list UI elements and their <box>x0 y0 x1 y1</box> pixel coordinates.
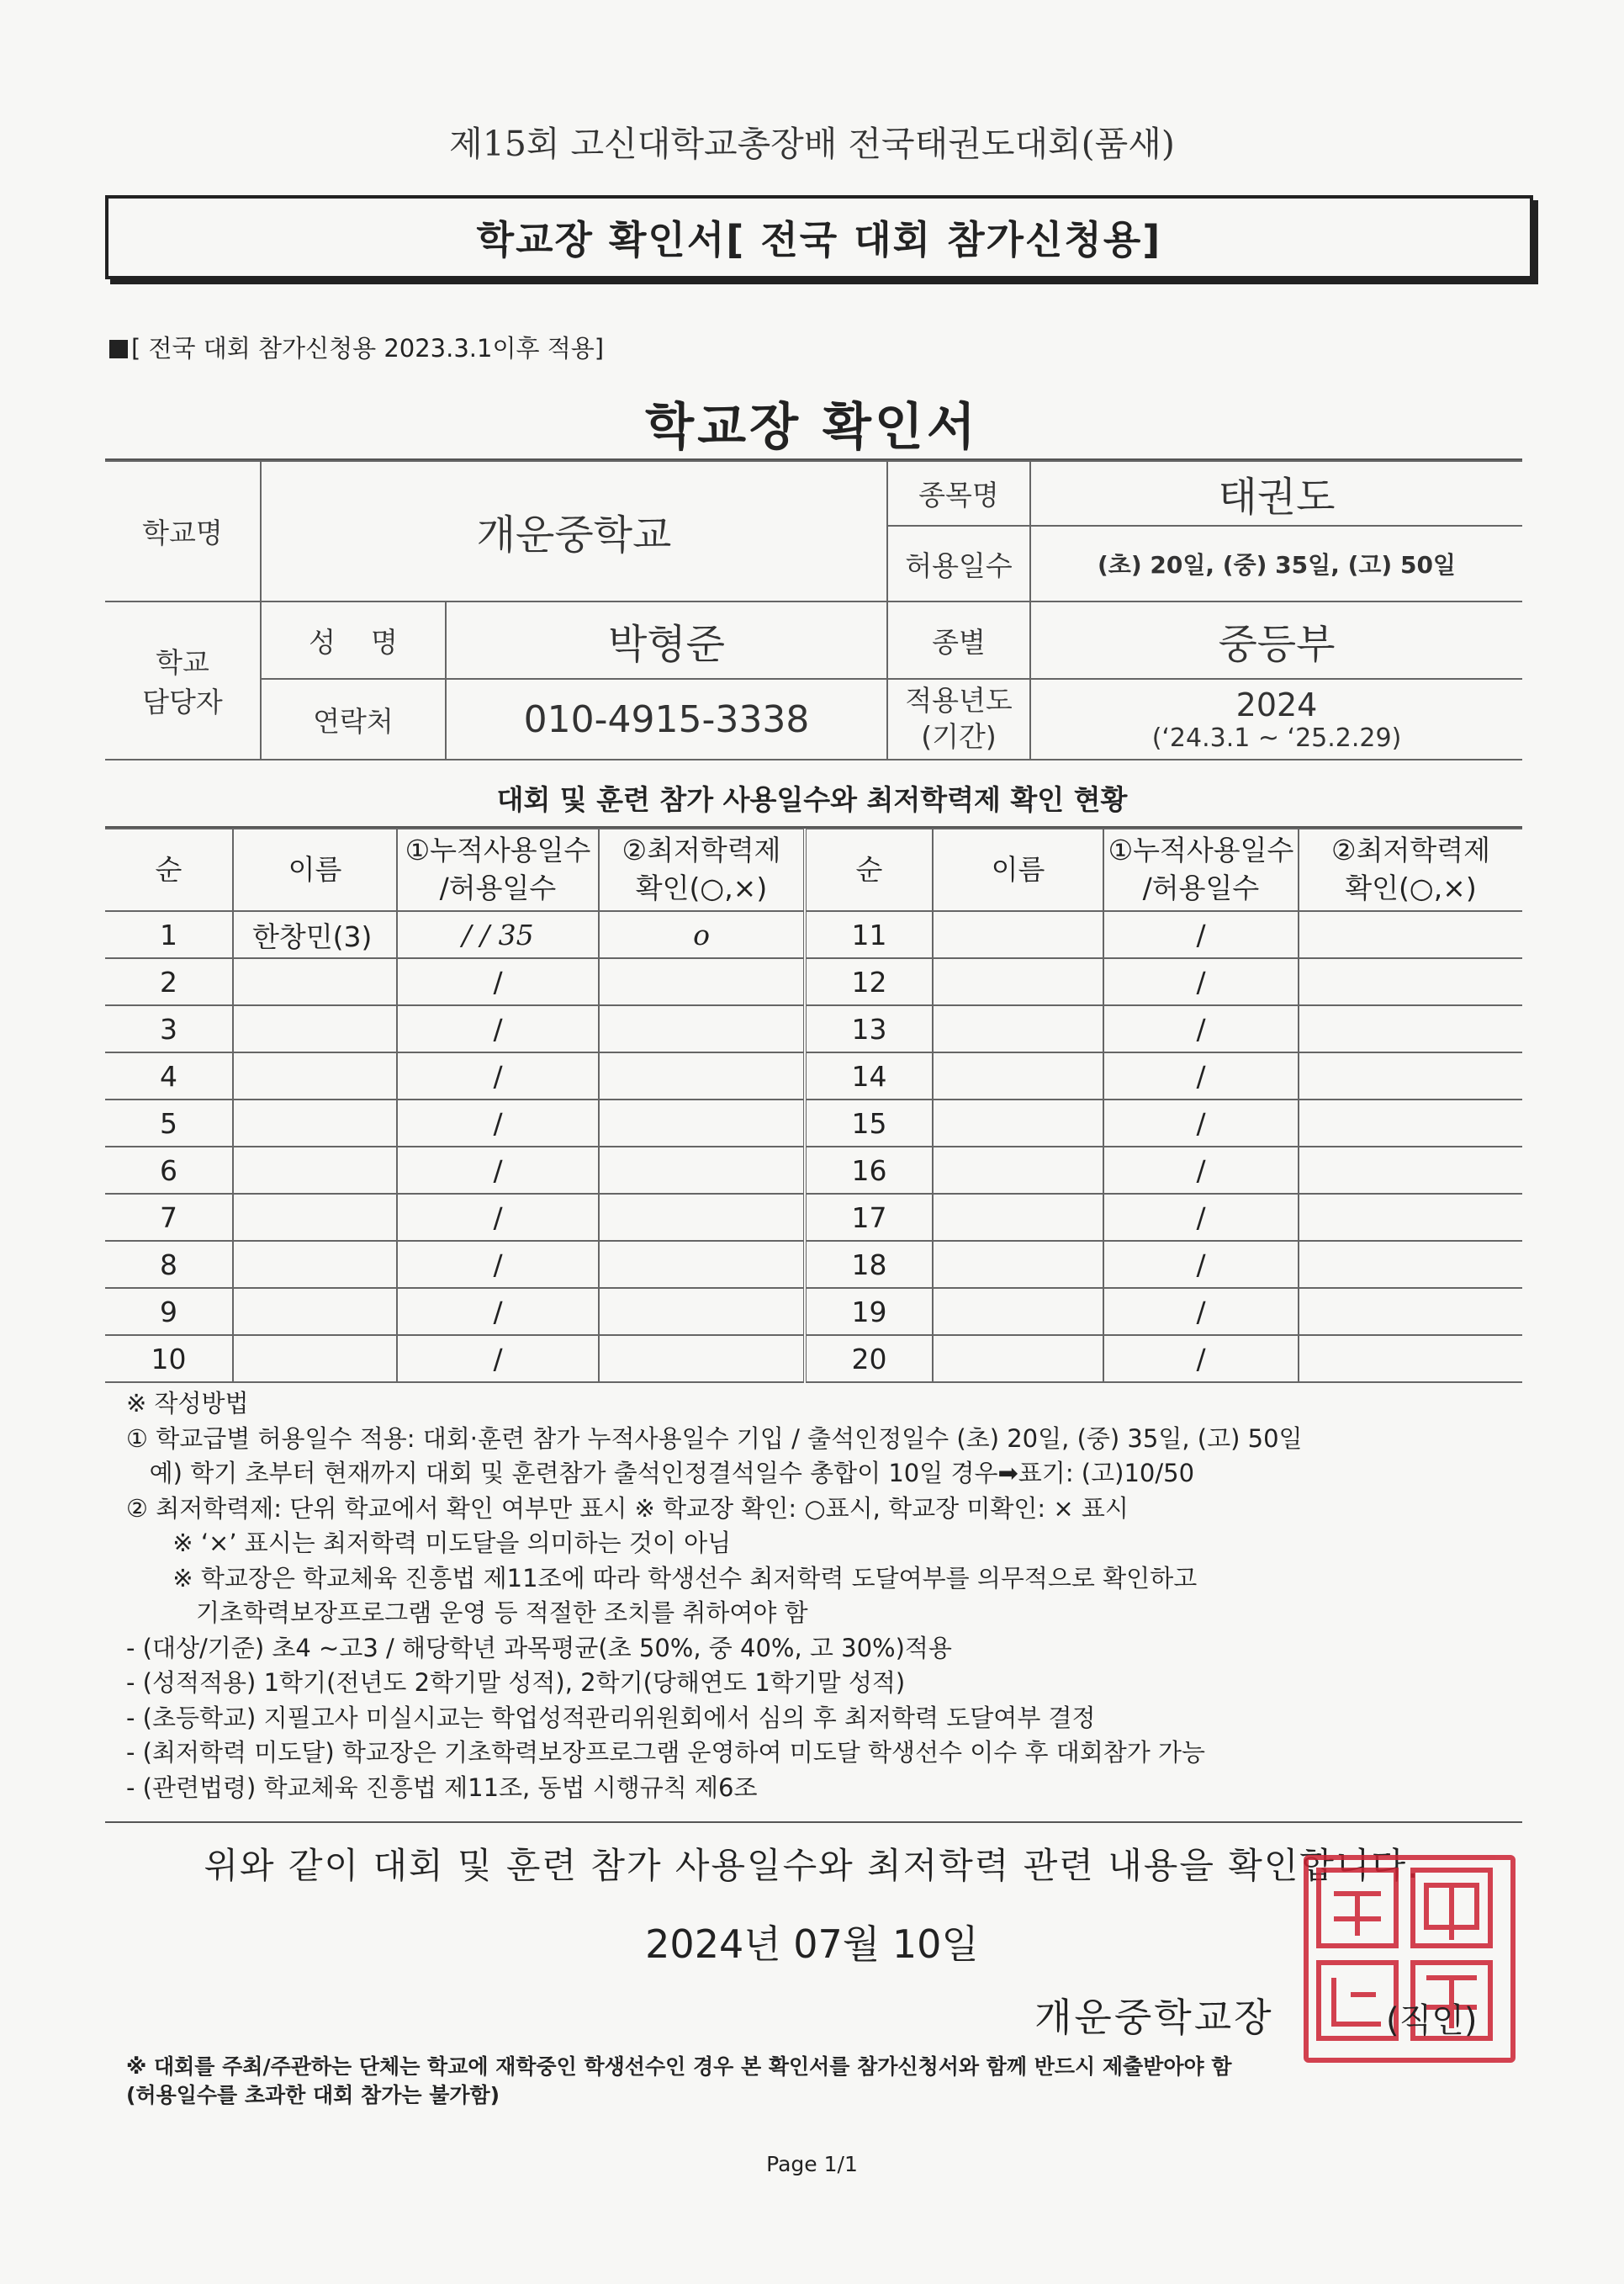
academic-cell <box>599 1335 805 1382</box>
days-cell: / <box>1103 1100 1299 1147</box>
participation-heading: 대회 및 훈련 참가 사용일수와 최저학력제 확인 현황 <box>496 783 1128 816</box>
seq-cell: 17 <box>805 1194 933 1241</box>
table-row <box>105 1052 1522 1100</box>
days-label: 허용일수 <box>887 526 1030 601</box>
name-cell <box>933 1100 1103 1147</box>
seq-cell: 9 <box>105 1288 233 1335</box>
days-cell: / <box>1103 958 1299 1005</box>
days-cell: / <box>397 1005 599 1052</box>
table-row <box>105 1005 1522 1052</box>
academic-cell <box>1299 1241 1522 1288</box>
name-cell: 한창민(3) <box>233 911 397 958</box>
table-row <box>105 1288 1522 1335</box>
note-line: ※ 작성방법 <box>126 1389 249 1418</box>
confirmation-text: 위와 같이 대회 및 훈련 참가 사용일수와 최저학력 관련 내용을 확인합니다. <box>204 1845 1420 1886</box>
days-cell: / <box>1103 1288 1299 1335</box>
name-cell <box>233 1288 397 1335</box>
academic-cell <box>599 1100 805 1147</box>
seq-cell: 6 <box>105 1147 233 1194</box>
manager-label: 학교 담당자 <box>105 601 261 760</box>
footnote: ※ 대회를 주최/주관하는 단체는 학교에 재학중인 학생선수인 경우 본 확인서를 참가신청서와 함께 반드시 제출받아야 함 (허용일수를 초과한 대회 참가는 불가함) <box>126 2054 1232 2107</box>
main-title: 학교장 확인서 <box>645 398 979 457</box>
academic-cell <box>1299 1335 1522 1382</box>
seq-cell: 20 <box>805 1335 933 1382</box>
name-cell <box>933 1194 1103 1241</box>
academic-cell <box>599 1194 805 1241</box>
note-line: - (대상/기준) 초4 ~고3 / 해당학년 과목평균(초 50%, 중 40%, 고 30%)적용 <box>126 1633 952 1662</box>
name-cell <box>233 1335 397 1382</box>
page-number: Page 1/1 <box>766 2152 858 2176</box>
sport-value: 태권도 <box>1030 461 1522 526</box>
name-cell <box>233 1005 397 1052</box>
days-cell: / <box>397 1052 599 1100</box>
note-line: ※ ‘×’ 표시는 최저학력 미도달을 의미하는 것이 아님 <box>126 1529 732 1557</box>
seq-cell: 2 <box>105 958 233 1005</box>
name-cell <box>933 1005 1103 1052</box>
name-cell <box>933 1147 1103 1194</box>
academic-cell <box>599 1147 805 1194</box>
note-line: - (성적적용) 1학기(전년도 2학기말 성적), 2학기(당해연도 1학기말 성적) <box>126 1668 906 1697</box>
note-line: ※ 학교장은 학교체육 진흥법 제11조에 따라 학생선수 최저학력 도달여부를 의무적으로 확인하고 <box>126 1563 1198 1592</box>
year-value: 2024 <box>1235 686 1318 723</box>
note-line: 기초학력보장프로그램 운영 등 적절한 조치를 취하여야 함 <box>126 1598 808 1627</box>
days-cell: / <box>397 1288 599 1335</box>
header-academic: ②최저학력제 확인(○,×) <box>599 829 805 911</box>
days-cell: / <box>1103 1005 1299 1052</box>
table-header-row <box>105 829 1522 911</box>
name-cell <box>933 1052 1103 1100</box>
seq-cell: 4 <box>105 1052 233 1100</box>
name-cell <box>933 1241 1103 1288</box>
header-name: 이름 <box>233 829 397 911</box>
days-cell: / <box>1103 1335 1299 1382</box>
note-line: ② 최저학력제: 단위 학교에서 확인 여부만 표시 ※ 학교장 확인: ○표시, 학교장 미확인: × 표시 <box>126 1493 1129 1523</box>
year-cell <box>1030 679 1522 760</box>
days-cell: / <box>397 1335 599 1382</box>
academic-cell <box>1299 1194 1522 1241</box>
seq-cell: 11 <box>805 911 933 958</box>
boxed-title: 학교장 확인서[ 전국 대회 참가신청용] <box>105 195 1533 279</box>
contact-value: 010-4915-3338 <box>446 679 887 760</box>
note-line: 예) 학기 초부터 현재까지 대회 및 훈련참가 출석인정결석일수 총합이 10일 경우➡표기: (고)10/50 <box>126 1459 1195 1487</box>
academic-cell <box>599 1241 805 1288</box>
name-cell <box>933 958 1103 1005</box>
seq-cell: 1 <box>105 911 233 958</box>
seq-cell: 5 <box>105 1100 233 1147</box>
days-cell: / <box>1103 911 1299 958</box>
name-cell <box>233 1052 397 1100</box>
header-days: ①누적사용일수 /허용일수 <box>1103 829 1299 911</box>
confirmation-date: 2024년 07월 10일 <box>645 1921 979 1967</box>
table-row <box>105 911 1522 958</box>
name-cell <box>233 1194 397 1241</box>
days-cell: / / 35 <box>397 911 599 958</box>
notice <box>109 330 604 364</box>
academic-cell <box>1299 1100 1522 1147</box>
days-cell: / <box>397 1147 599 1194</box>
academic-cell <box>599 1005 805 1052</box>
academic-cell <box>1299 1288 1522 1335</box>
division-label: 종별 <box>887 601 1030 679</box>
table-row <box>105 1194 1522 1241</box>
header-name: 이름 <box>933 829 1103 911</box>
academic-cell <box>599 958 805 1005</box>
signer: 개운중학교장 <box>1034 1995 1274 2040</box>
days-cell: / <box>1103 1147 1299 1194</box>
school-value: 개운중학교 <box>261 461 887 601</box>
instructions <box>126 1386 1522 1805</box>
participation-table <box>105 828 1522 1383</box>
academic-cell <box>1299 958 1522 1005</box>
event-title: 제15회 고신대학교총장배 전국태권도대회(품새) <box>449 124 1175 164</box>
name-cell <box>233 958 397 1005</box>
header-academic: ②최저학력제 확인(○,×) <box>1299 829 1522 911</box>
info-table <box>105 460 1522 760</box>
days-cell: / <box>1103 1052 1299 1100</box>
sport-label: 종목명 <box>887 461 1030 526</box>
table-row <box>105 1335 1522 1382</box>
academic-cell <box>599 1288 805 1335</box>
seq-cell: 14 <box>805 1052 933 1100</box>
table-row <box>105 1147 1522 1194</box>
table-row <box>105 1100 1522 1147</box>
stamp-label: (직인) <box>1386 2001 1478 2040</box>
header-days: ①누적사용일수 /허용일수 <box>397 829 599 911</box>
days-cell: / <box>397 1100 599 1147</box>
academic-cell: o <box>599 911 805 958</box>
seq-cell: 12 <box>805 958 933 1005</box>
seq-cell: 16 <box>805 1147 933 1194</box>
header-seq: 순 <box>805 829 933 911</box>
year-label: 적용년도 (기간) <box>887 679 1030 760</box>
name-cell <box>933 911 1103 958</box>
note-line: ① 학교급별 허용일수 적용: 대회·훈련 참가 누적사용일수 기입 / 출석인정일수 (초) 20일, (중) 35일, (고) 50일 <box>126 1423 1303 1453</box>
academic-cell <box>1299 1005 1522 1052</box>
table-row <box>105 1241 1522 1288</box>
seq-cell: 19 <box>805 1288 933 1335</box>
days-cell: / <box>1103 1194 1299 1241</box>
days-cell: / <box>1103 1241 1299 1288</box>
academic-cell <box>1299 911 1522 958</box>
days-cell: / <box>397 958 599 1005</box>
note-line: - (최저학력 미도달) 학교장은 기초학력보장프로그램 운영하여 미도달 학생선수 이수 후 대회참가 가능 <box>126 1738 1206 1767</box>
seq-cell: 10 <box>105 1335 233 1382</box>
name-label: 성 명 <box>261 601 446 679</box>
days-cell: / <box>397 1241 599 1288</box>
table-row <box>105 958 1522 1005</box>
seq-cell: 18 <box>805 1241 933 1288</box>
seq-cell: 15 <box>805 1100 933 1147</box>
seq-cell: 7 <box>105 1194 233 1241</box>
seq-cell: 8 <box>105 1241 233 1288</box>
name-cell <box>233 1100 397 1147</box>
days-value: (초) 20일, (중) 35일, (고) 50일 <box>1030 526 1522 601</box>
academic-cell <box>1299 1147 1522 1194</box>
note-line: - (초등학교) 지필고사 미실시교는 학업성적관리위원회에서 심의 후 최저학력 도달여부 결정 <box>126 1703 1096 1732</box>
days-cell: / <box>397 1194 599 1241</box>
name-cell <box>933 1335 1103 1382</box>
seq-cell: 13 <box>805 1005 933 1052</box>
name-cell <box>933 1288 1103 1335</box>
header-seq: 순 <box>105 829 233 911</box>
division-value: 중등부 <box>1030 601 1522 679</box>
academic-cell <box>1299 1052 1522 1100</box>
name-value: 박형준 <box>446 601 887 679</box>
year-period: (‘24.3.1 ~ ‘25.2.29) <box>1151 723 1402 753</box>
academic-cell <box>599 1052 805 1100</box>
square-bullet-icon <box>109 340 128 358</box>
notice-text: [ 전국 대회 참가신청용 2023.3.1이후 적용] <box>131 334 605 363</box>
school-label: 학교명 <box>105 461 261 601</box>
note-line: - (관련법령) 학교체육 진흥법 제11조, 동법 시행규칙 제6조 <box>126 1773 758 1802</box>
contact-label: 연락처 <box>261 679 446 760</box>
name-cell <box>233 1241 397 1288</box>
name-cell <box>233 1147 397 1194</box>
seq-cell: 3 <box>105 1005 233 1052</box>
